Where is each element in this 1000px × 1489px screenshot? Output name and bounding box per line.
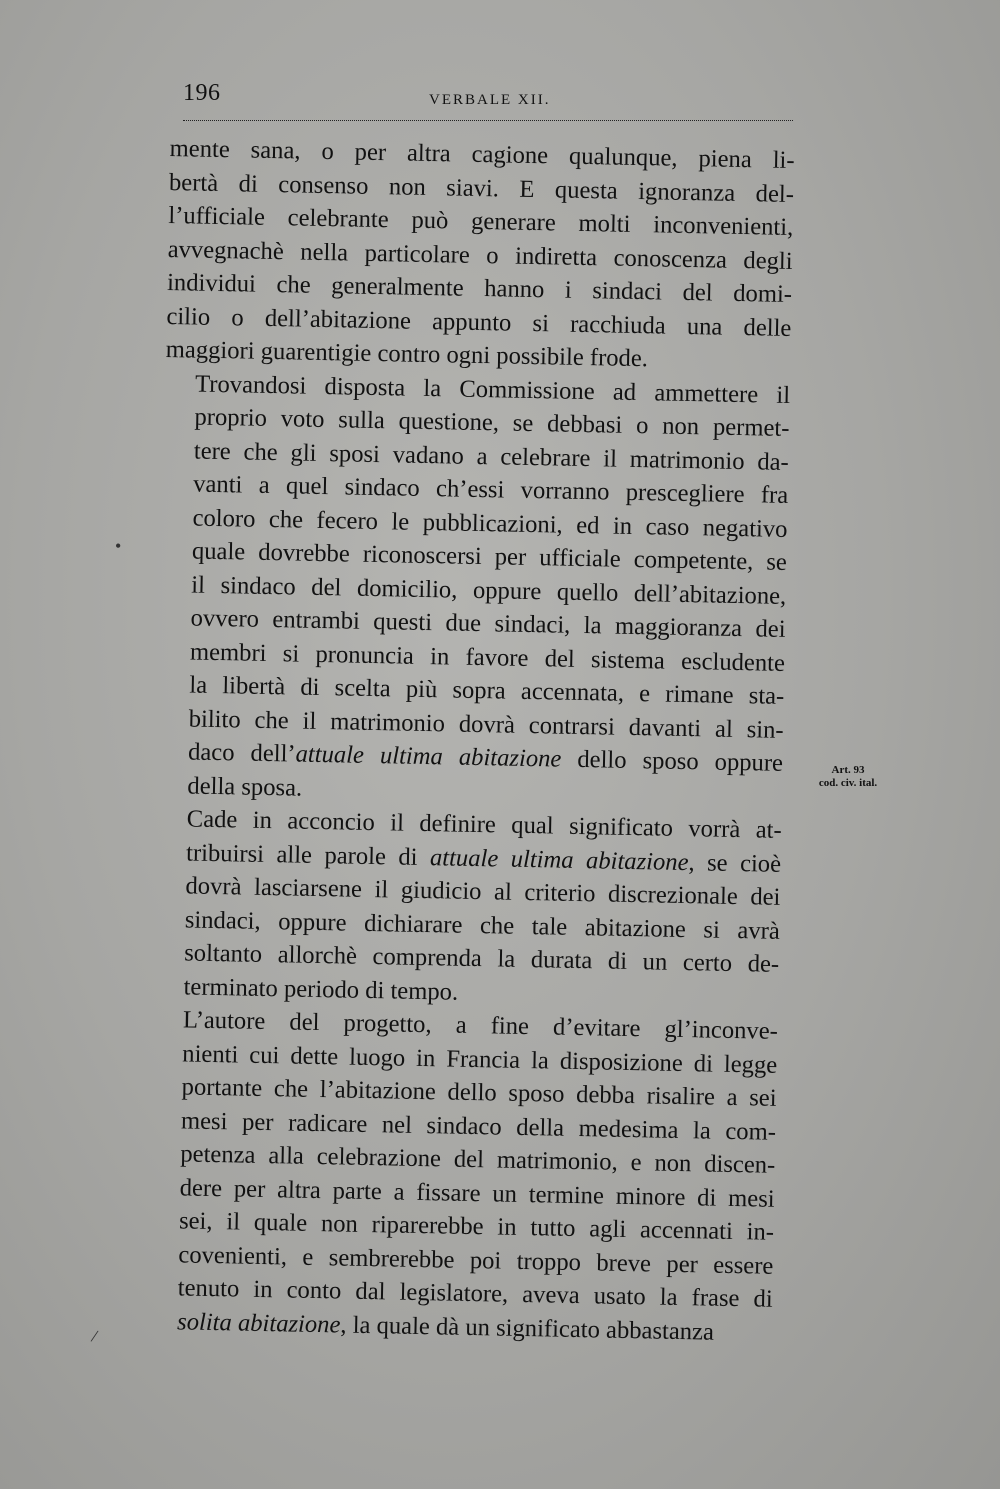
body-text	[147, 132, 795, 1350]
text-line: la libertà di scelta più sopra accennata, e rimane sta-	[189, 671, 785, 710]
text-line: il sindaco del domicilio, oppure quello dell’abitazione,	[191, 570, 787, 610]
italic-phrase: attuale ultima abitazione	[429, 843, 689, 876]
text-line: l’ufficiale celebrante può generare molti inconvenienti,	[168, 201, 794, 241]
italic-phrase: attuale ultima abitazione	[295, 740, 562, 773]
text-line: proprio voto sulla questione, se debbasi o non permet-	[194, 403, 790, 442]
text-line: tere che gli sposi vadano a celebrare il matrimonio da-	[193, 437, 790, 476]
text-line: sei, il quale non riparerebbe in tutto agli accennati in-	[178, 1207, 775, 1246]
text-line: petenza alla celebrazione del matrimonio, e non discen-	[180, 1140, 776, 1179]
running-head: VERBALE XII.	[429, 92, 551, 108]
text-line: portante che l’abitazione dello sposo debba risalire a sei	[181, 1073, 777, 1112]
text-line: coloro che fecero le pubblicazioni, ed in caso negativo	[192, 504, 788, 543]
text-line: Trovandosi disposta la Commissione ad ammettere il	[194, 370, 791, 409]
text-line: cilio o dell’abitazione appunto si racchiuda una delle	[166, 302, 792, 342]
italic-phrase: solita abitazione	[176, 1307, 341, 1338]
text-line: terminato periodo di tempo.	[183, 972, 459, 1006]
paragraph	[147, 1003, 778, 1350]
margin-note	[798, 764, 898, 790]
text-segment: , se cioè	[688, 848, 782, 878]
paragraph	[153, 802, 782, 1015]
stray-mark: •	[115, 536, 122, 556]
paragraph	[165, 132, 794, 378]
text-line: individui che generalmente hanno i sindaci del domi-	[166, 268, 793, 308]
text-line: bilito che il matrimonio dovrà contrarsi davanti al sin-	[188, 704, 784, 744]
text-line: L’autore del progetto, a fine d’evitare gl’inconve-	[182, 1006, 779, 1045]
margin-note-article: Art. 93	[831, 764, 865, 776]
text-segment: dello sposo oppure	[561, 745, 784, 777]
text-segment: , la quale dà un significato abbastanza	[340, 1310, 715, 1346]
text-line: vanti a quel sindaco ch’essi vorranno prescegliere fra	[192, 470, 789, 509]
text-line: sindaci, oppure dichiarare che tale abitazione si avrà	[184, 905, 781, 945]
text-line: dere per altra parte a fissare un termine minore di mesi	[179, 1173, 775, 1213]
page-header	[183, 80, 793, 121]
text-line: bertà di consenso non siavi. E questa ignoranza del-	[168, 168, 795, 208]
text-line: quale dovrebbe riconoscersi per ufficiale competente, se	[191, 537, 788, 576]
text-line: avvegnachè nella particolare o indiretta conoscenza degli	[167, 235, 793, 275]
text-segment: daco dell’	[187, 738, 296, 768]
text-line: membri si pronuncia in favore del sistema escludente	[189, 637, 786, 677]
page-number: 196	[183, 80, 221, 106]
stray-mark: /	[89, 1325, 100, 1347]
text-segment: tribuirsi alle parole di	[185, 838, 431, 871]
text-line: soltanto allorchè comprenda la durata di un certo de-	[183, 939, 780, 978]
text-line: nienti cui dette luogo in Francia la disposizione di legge	[182, 1039, 778, 1079]
margin-note-code: cod. civ. ital.	[818, 777, 878, 789]
text-line: della sposa.	[187, 771, 303, 802]
text-line: dovrà lasciarsene il giudicio al criterio discrezionale dei	[185, 872, 781, 911]
text-line: mesi per radicare nel sindaco della medesima la com-	[180, 1106, 777, 1146]
paragraph	[157, 366, 790, 813]
text-line: ovvero entrambi questi due sindaci, la maggioranza dei	[190, 604, 786, 643]
text-line: covenienti, e sembrerebbe poi troppo breve per essere	[178, 1240, 774, 1280]
text-line: Cade in acconcio il definire qual significato vorrà at-	[186, 805, 782, 844]
text-line: tenuto in conto dal legislatore, aveva usato la frase di	[177, 1274, 773, 1313]
text-line: maggiori guarentigie contro ogni possibile frode.	[165, 335, 649, 373]
text-line: mente sana, o per altra cagione qualunque, piena li-	[169, 134, 795, 174]
